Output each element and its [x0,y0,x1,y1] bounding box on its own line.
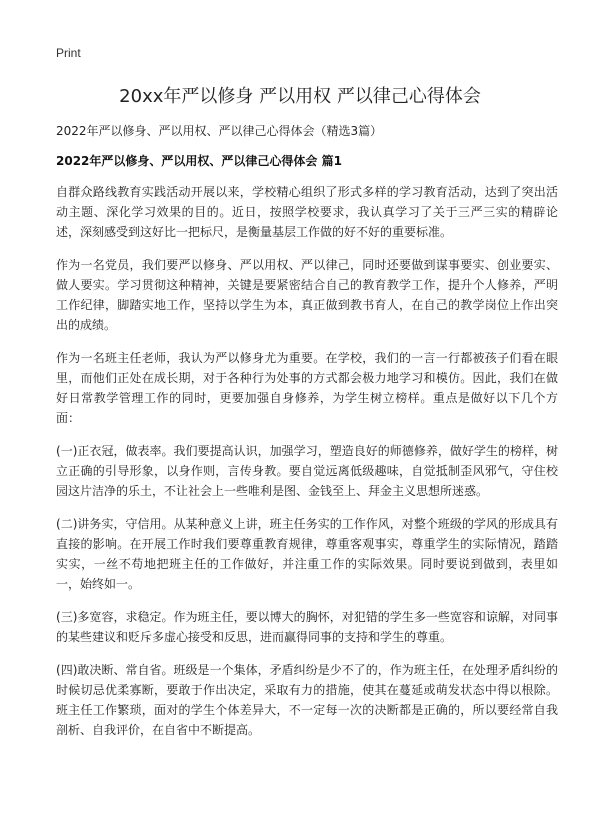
document-body [56,182,558,753]
paragraph-2: 作为一名党员，我们要严以修身、严以用权、严以律己，同时还要做到谋事要实、创业要实、做人要实。学习贯彻这种精神，关键是要紧密结合自己的教育教学工作，提升个人修养，严明工作纪律，脚踏实地工作，坚持以学生为本，真正做到教书育人，在自己的教学岗位上作出突出的成绩。 [56,258,558,332]
document-subtitle: 2022年严以修身、严以用权、严以律己心得体会（精选3篇） [56,124,383,138]
document-title: 20xx年严以修身 严以用权 严以律己心得体会 [119,86,481,107]
paragraph-5: (二)讲务实，守信用。从某种意义上讲，班主任务实的工作作风，对整个班级的学风的形成具有直接的影响。在开展工作时我们要尊重教育规律，尊重客观事实，尊重学生的实际情况，踏踏实实，一丝不苟地把班主任的工作做好，并注重工作的实际效果。同时要说到做到，表里如一，始终如一。 [56,517,558,591]
paragraph-1: 自群众路线教育实践活动开展以来，学校精心组织了形式多样的学习教育活动，达到了突出活动主题、深化学习效果的目的。近日，按照学校要求，我认真学习了关于三严三实的精辟论述，深刻感受到这好比一把标尺，是衡量基层工作做的好不好的重要标准。 [56,185,558,239]
paragraph-6: (三)多宽容，求稳定。作为班主任，要以博大的胸怀，对犯错的学生多一些宽容和谅解，对同事的某些建议和贬斥多虚心接受和反思，进而赢得同事的支持和学生的尊重。 [56,610,558,644]
print-link[interactable]: Print [56,46,81,60]
paragraph-4: (一)正衣冠，做表率。我们要提高认识，加强学习，塑造良好的师德修养，做好学生的榜样，树立正确的引导形象，以身作则，言传身教。要自觉远离低级趣味，自觉抵制歪风邪气，守住校园这片洁净的乐土，不让社会上一些唯利是图、金钱至上、拜金主义思想所迷惑。 [56,444,558,498]
paragraph-7: (四)敢决断、常自省。班级是一个集体，矛盾纠纷是少不了的，作为班主任，在处理矛盾纠纷的时候切忌优柔寡断，要敢于作出决定，采取有力的措施，使其在蔓延或萌发状态中得以根除。班主任工作繁琐，面对的学生个体差异大，不一定每一次的决断都是正确的，所以要经常自我剖析、自我评价，在自省中不断提高。 [56,663,558,737]
section-heading: 2022年严以修身、严以用权、严以律己心得体会 篇1 [56,154,342,168]
paragraph-3: 作为一名班主任老师，我认为严以修身尤为重要。在学校，我们的一言一行都被孩子们看在眼里，而他们正处在成长期，对于各种行为处事的方式都会极力地学习和模仿。因此，我们在做好日常教学管理工作的同时，更要加强自身修养，为学生树立榜样。重点是做好以下几个方面： [56,351,558,425]
